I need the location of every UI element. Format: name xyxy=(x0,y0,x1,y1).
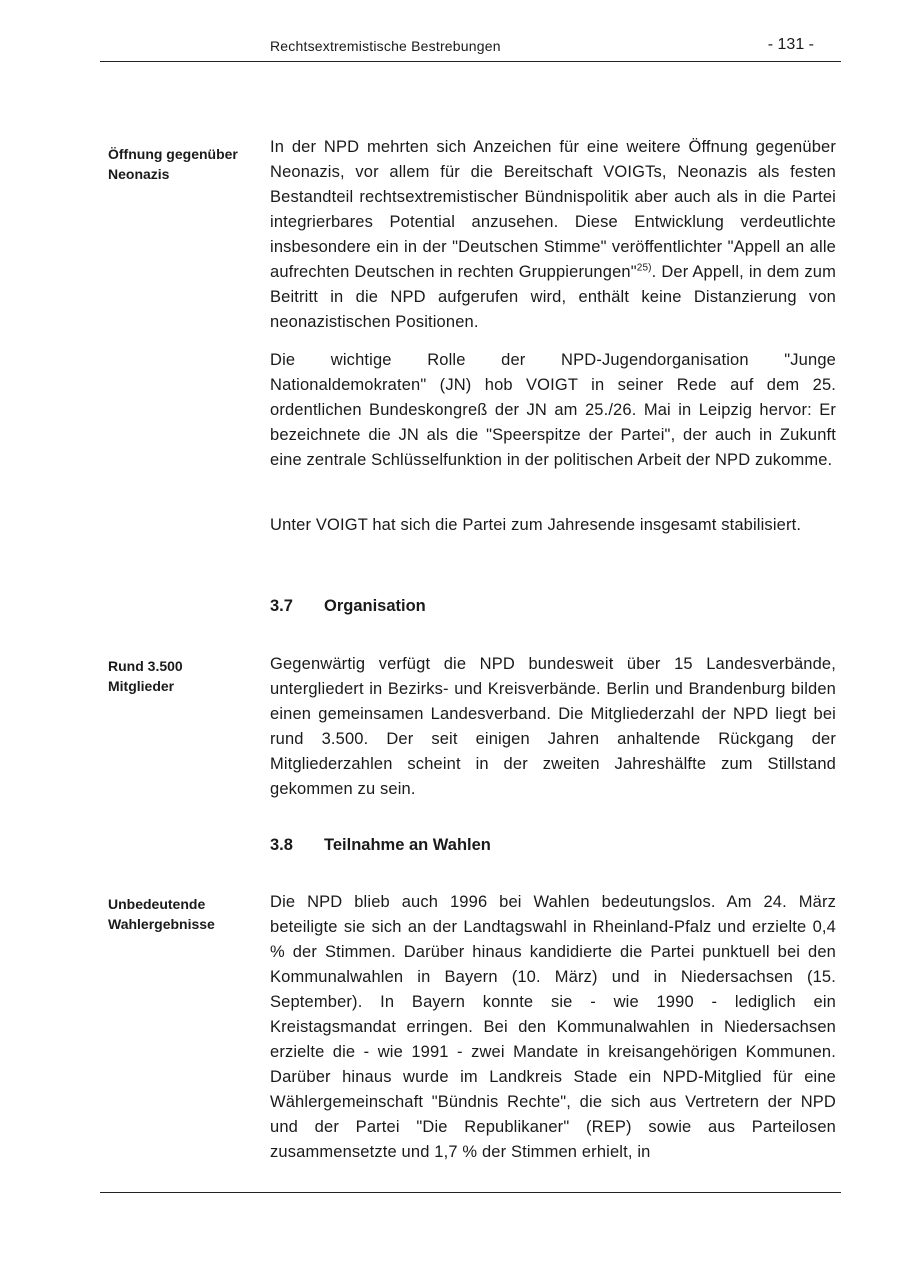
section-heading-elections xyxy=(270,836,491,855)
paragraph-organisation: Gegenwärtig verfügt die NPD bundesweit über 15 Landesverbände, untergliedert in Bezirks- und Kreisverbände. Berlin und Brandenburg bilden einen gemeinsamen Landesverband. Die Mitgliederzahl der NPD liegt bei rund 3.500. Der seit einigen Jahren anhaltende Rückgang der Mitgliederzahlen scheint in der zweiten Jahreshälfte zum Stillstand gekommen zu sein. xyxy=(270,655,836,798)
margin-note-line: Mitglieder xyxy=(108,678,175,694)
section-title: Organisation xyxy=(324,597,426,615)
paragraph-stabilization: Unter VOIGT hat sich die Partei zum Jahresende insgesamt stabilisiert. xyxy=(270,516,802,534)
paragraph-text: . Der Appell, in dem zum Beitritt in die NPD aufgerufen wird, enthält keine Distanzierung von neonazistischen Positionen. xyxy=(270,263,837,331)
section-number: 3.8 xyxy=(270,836,293,854)
margin-note-members xyxy=(108,656,258,696)
paragraph-neonazi-opening xyxy=(270,135,836,335)
margin-note-line: Öffnung gegenüber xyxy=(108,146,238,162)
margin-note-line: Wahlergebnisse xyxy=(108,916,215,932)
footer-divider xyxy=(100,1192,841,1193)
section-heading-organisation xyxy=(270,597,426,616)
header-divider xyxy=(100,61,841,62)
section-title: Teilnahme an Wahlen xyxy=(324,836,491,854)
section-number: 3.7 xyxy=(270,597,293,615)
page-number: - 131 - xyxy=(767,36,814,53)
paragraph-text: In der NPD mehrten sich Anzeichen für eine weitere Öffnung gegenüber Neonazis, vor allem für die Bereitschaft VOIGTs, Neonazis als festen Bestandteil rechtsextremistischer Bündnispolitik aber auch als in die Partei integrierbares Potential anzusehen. Diese Entwicklung verdeutlichte insbesondere ein in der "Deutschen Stimme" veröffentlichter "Appell an alle aufrechten Deutschen in rechten Gruppierungen" xyxy=(270,138,836,281)
page-header xyxy=(100,34,840,62)
running-title: Rechtsextremistische Bestrebungen xyxy=(270,38,501,54)
margin-note-line: Neonazis xyxy=(108,166,170,182)
margin-note-line: Rund 3.500 xyxy=(108,658,183,674)
paragraph-jn-role: Die wichtige Rolle der NPD-Jugendorganisation "Junge Nationaldemokraten" (JN) hob VOIGT in seiner Rede auf dem 25. ordentlichen Bundeskongreß der JN am 25./26. Mai in Leipzig hervor: Er bezeichnete die JN als die "Speerspitze der Partei", der auch in Zukunft eine zentrale Schlüsselfunktion in der politischen Arbeit der NPD zukomme. xyxy=(270,351,836,469)
margin-note-line: Unbedeutende xyxy=(108,896,206,912)
footnote-marker: 25) xyxy=(636,262,652,274)
paragraph-elections: Die NPD blieb auch 1996 bei Wahlen bedeutungslos. Am 24. März beteiligte sie sich an der Landtagswahl in Rheinland-Pfalz und erzielte 0,4 % der Stimmen. Darüber hinaus kandidierte die Partei punktuell bei den Kommunalwahlen in Bayern (10. März) und in Niedersachsen (15. September). In Bayern konnte sie - wie 1990 - lediglich ein Kreistagsmandat erringen. Bei den Kommunalwahlen in Niedersachsen erzielte die - wie 1991 - zwei Mandate in kreisangehörigen Kommunen. Darüber hinaus wurde im Landkreis Stade ein NPD-Mitglied für eine Wählergemeinschaft "Bündnis Rechte", die sich aus Vertretern der NPD und der Partei "Die Republikaner" (REP) sowie aus Parteilosen zusammensetzte und 1,7 % der Stimmen erhielt, in xyxy=(270,893,836,1161)
margin-note-neonazis xyxy=(108,144,258,184)
margin-note-elections xyxy=(108,894,258,934)
